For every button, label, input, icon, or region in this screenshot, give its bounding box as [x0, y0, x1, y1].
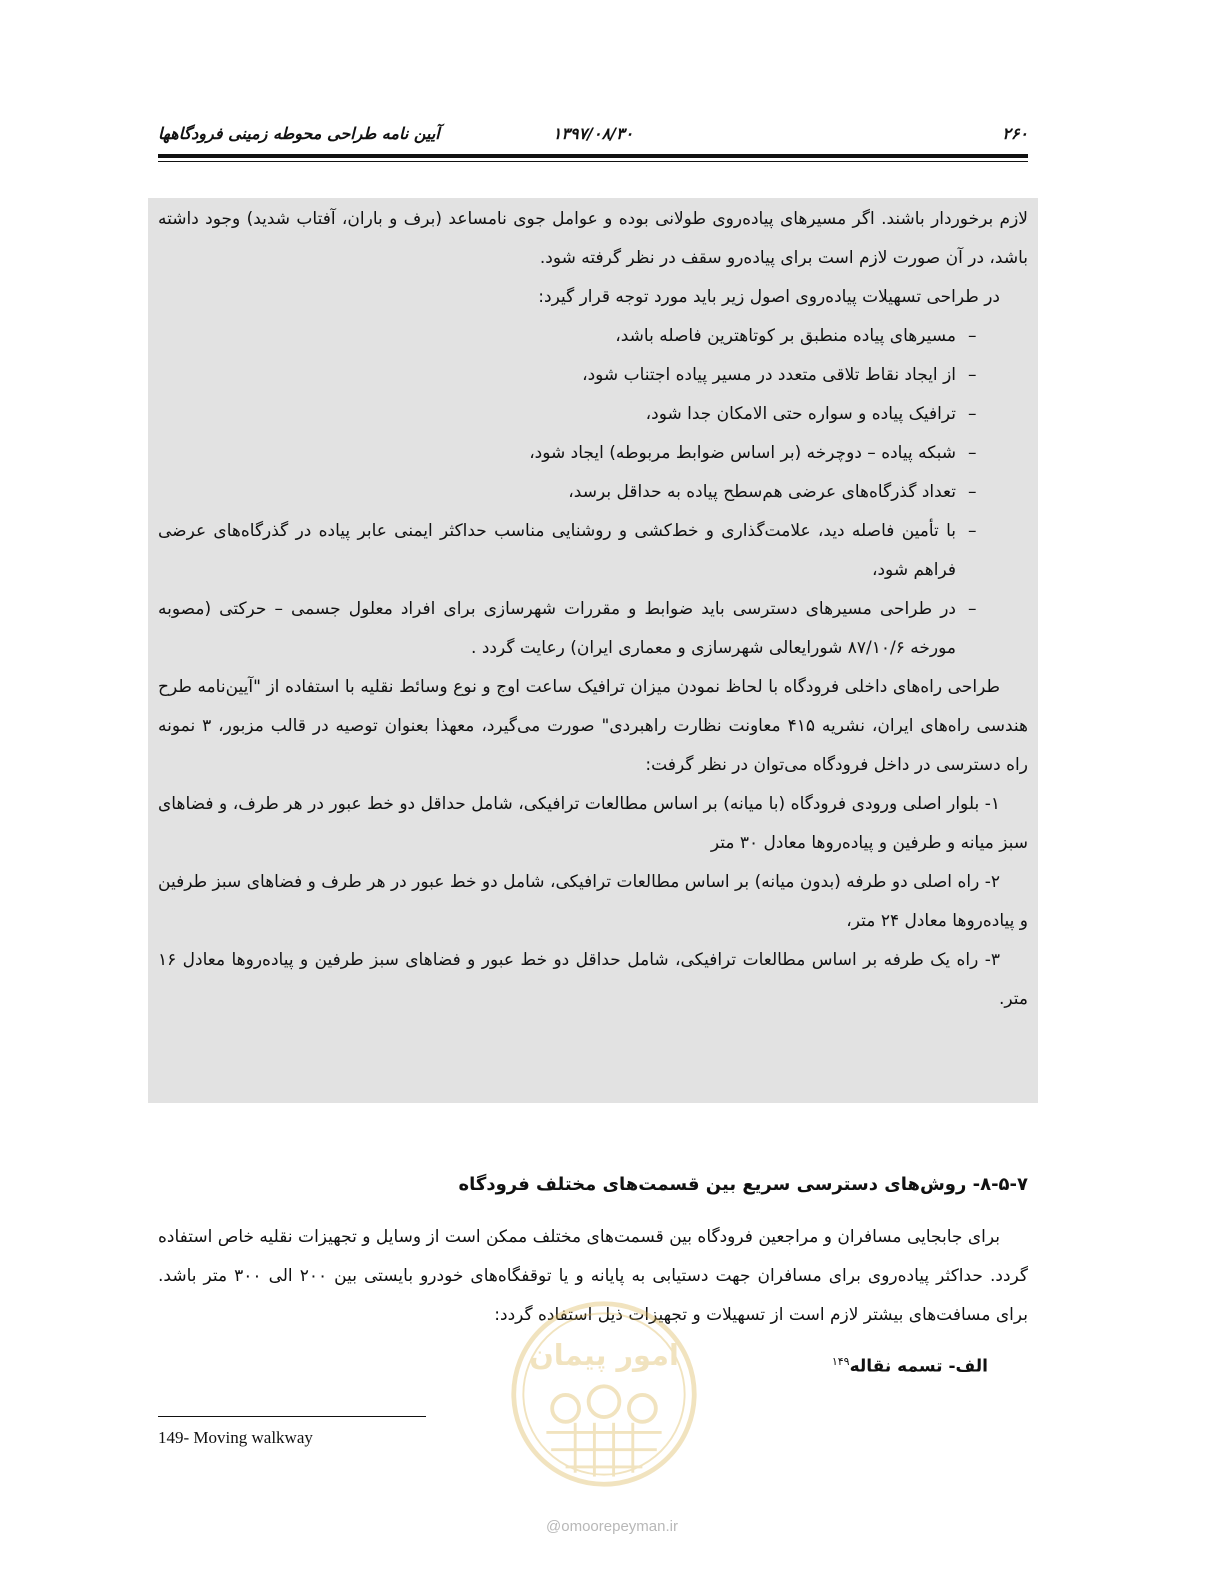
box-paragraph-2: در طراحی تسهیلات پیاده‌روی اصول زیر باید مورد توجه قرار گیرد: — [538, 287, 1000, 307]
bullet-item: – در طراحی مسیرهای دسترسی باید ضوابط و مقررات شهرسازی برای افراد معلول جسمی – حرکتی (مصوبه مورخه ۸۷/۱۰/۶ شورایعالی شهرسازی و معماری ایران) رعایت گردد . — [158, 599, 977, 658]
header-rule-thick — [158, 154, 1028, 158]
footnote-rule — [158, 1416, 426, 1417]
page-number: ۲۶۰ — [1002, 124, 1028, 143]
watermark-site: @omoorepeyman.ir — [546, 1518, 678, 1535]
numbered-item: ۱- بلوار اصلی ورودی فرودگاه (با میانه) بر اساس مطالعات ترافیکی، شامل حداقل دو خط عبور در هر طرف، و فضاهای سبز میانه و طرفین و پیاده‌روها معادل ۳۰ متر — [158, 794, 1028, 853]
subheading-text: الف- تسمه نقاله — [849, 1356, 988, 1377]
numbered-item: ۲- راه اصلی دو طرفه (بدون میانه) بر اساس مطالعات ترافیکی، شامل دو خط عبور در هر طرف و فضاهای سبز طرفین و پیاده‌روها معادل ۲۴ متر، — [158, 872, 1028, 931]
bullet-item: – تعداد گذرگاه‌های عرضی هم‌سطح پیاده به حداقل برسد، — [568, 482, 977, 502]
footnote: 149- Moving walkway — [158, 1428, 313, 1447]
section-title: ۸-۵-۷- روش‌های دسترسی سریع بین قسمت‌های مختلف فرودگاه — [458, 1174, 1028, 1195]
header-rule-thin — [158, 161, 1028, 162]
box-paragraph-3: طراحی راه‌های داخلی فرودگاه با لحاظ نمودن میزان ترافیک ساعت اوج و نوع وسائط نقلیه با استفاده از "آیین‌نامه طرح هندسی راه‌های ایران، نشریه ۴۱۵ معاونت نظارت راهبردی" صورت می‌گیرد، معهذا بعنوان توصیه در قالب مزبور، ۳ نمونه راه دسترسی در داخل فرودگاه می‌توان در نظر گرفت: — [158, 677, 1028, 775]
header-title: آیین نامه طراحی محوطه زمینی فرودگاهها — [158, 124, 440, 143]
bullet-item: – ترافیک پیاده و سواره حتی الامکان جدا شود، — [645, 404, 977, 424]
bullet-item: – شبکه پیاده – دوچرخه (بر اساس ضوابط مربوطه) ایجاد شود، — [529, 443, 977, 463]
page-header — [158, 118, 1028, 150]
bullet-item: – مسیرهای پیاده منطبق بر کوتاهترین فاصله باشد، — [615, 326, 977, 346]
footnote-reference: ۱۴۹ — [831, 1355, 850, 1368]
header-date: ۱۳۹۷/۰۸/۳۰ — [552, 124, 634, 143]
watermark-seal-icon — [508, 1298, 700, 1490]
numbered-item: ۳- راه یک طرفه بر اساس مطالعات ترافیکی، شامل حداقل دو خط عبور و فضاهای سبز طرفین و پیاده‌روها معادل ۱۶ متر. — [158, 950, 1028, 1009]
shaded-box-content — [158, 200, 1028, 1019]
bullet-item: – با تأمین فاصله دید، علامت‌گذاری و خط‌کشی و روشنایی مناسب حداکثر ایمنی عابر پیاده در گذرگاه‌های عرضی فراهم شود، — [158, 521, 977, 580]
bullet-item: – از ایجاد نقاط تلاقی متعدد در مسیر پیاده اجتناب شود، — [582, 365, 977, 385]
svg-text:امور پیمان: امور پیمان — [529, 1338, 679, 1373]
section-paragraph: برای جابجایی مسافران و مراجعین فرودگاه بین قسمت‌های مختلف ممکن است از وسایل و تجهیزات نقلیه خاص استفاده گردد. حداکثر پیاده‌روی برای مسافران جهت دستیابی به پایانه و یا توقفگاه‌های خودرو بایستی بین ۲۰۰ الی ۳۰۰ متر باشد. برای مسافت‌های بیشتر لازم است از تسهیلات و تجهیزات ذیل استفاده گردد: — [158, 1227, 1028, 1325]
box-paragraph-1: لازم برخوردار باشند. اگر مسیرهای پیاده‌روی طولانی بوده و عوامل جوی نامساعد (برف و باران، آفتاب شدید) وجود داشته باشد، در آن صورت لازم است برای پیاده‌رو سقف در نظر گرفته شود. — [158, 209, 1028, 268]
